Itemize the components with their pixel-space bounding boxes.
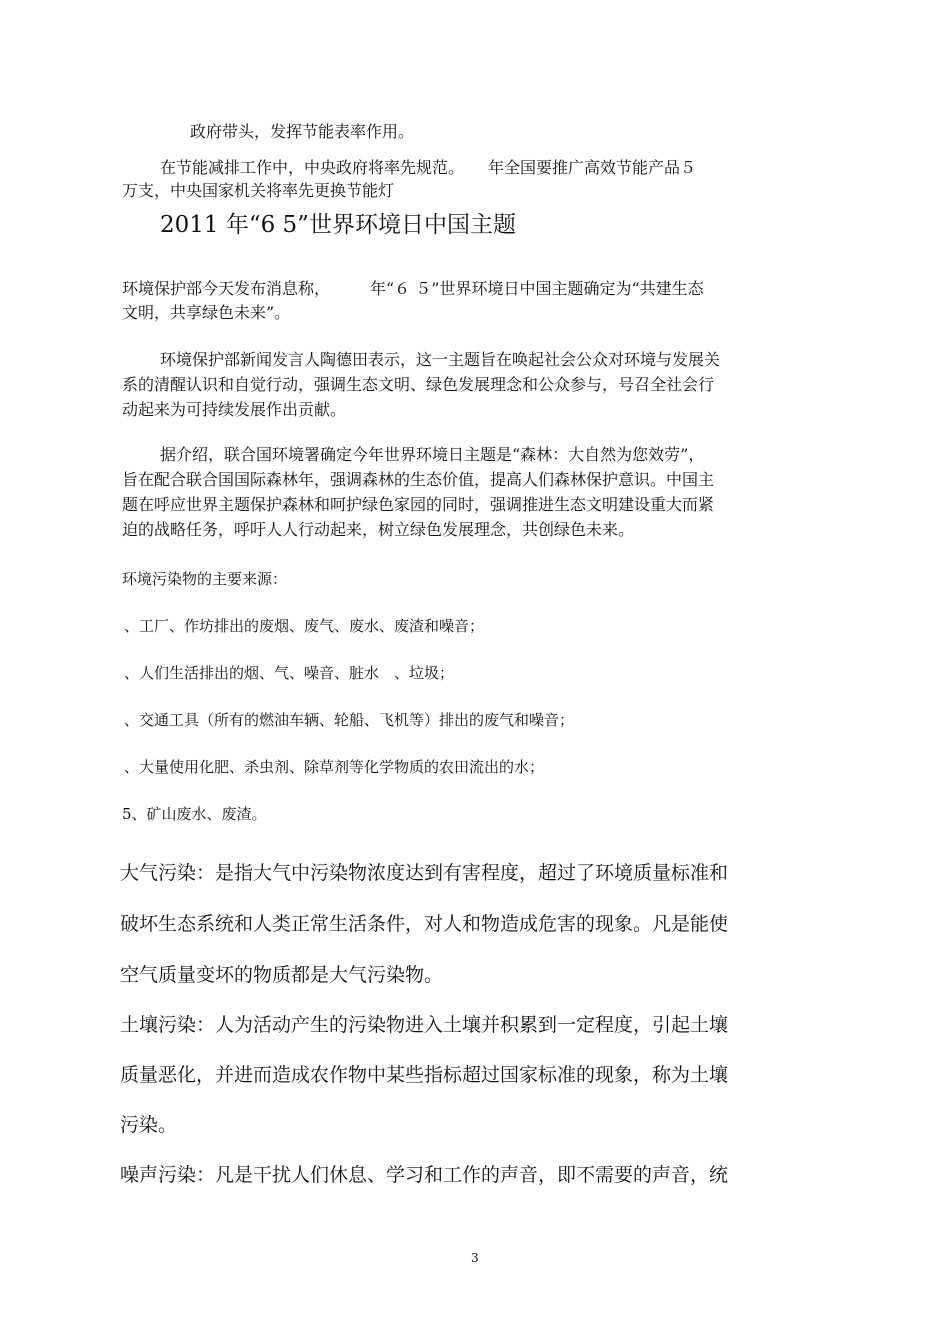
list-item: 、人们生活排出的烟、气、噪音、脏水 、垃圾； (124, 664, 455, 682)
para2-line-2: 系的清醒认识和自觉行动，强调生态文明、绿色发展理念和公众参与，号召全社会行 (122, 375, 715, 394)
intro-line-2: 在节能减排工作中，中央政府将率先规范。 年全国要推广高效节能产品５ (160, 158, 697, 177)
air-pollution-line-2: 破坏生态系统和人类正常生活条件，对人和物造成危害的现象。凡是能使 (120, 913, 729, 935)
soil-pollution-line-2: 质量恶化，并进而造成农作物中某些指标超过国家标准的现象，称为土壤 (120, 1064, 729, 1086)
list-item: 、大量使用化肥、杀虫剂、除草剂等化学物质的农田流出的水； (124, 758, 545, 776)
para3-line-4: 迫的战略任务，呼吁人人行动起来，树立绿色发展理念，共创绿色未来。 (122, 520, 635, 539)
air-pollution-line-1: 大气污染：是指大气中污染物浓度达到有害程度，超过了环境质量标准和 (120, 862, 729, 884)
para2-line-3: 动起来为可持续发展作出贡献。 (122, 400, 347, 419)
para3-line-1: 据介绍，联合国环境署确定今年世界环境日主题是“森林：大自然为您效劳”， (160, 445, 705, 464)
intro-line-3: 万支，中央国家机关将率先更换节能灯 (122, 181, 395, 200)
soil-pollution-line-3: 污染。 (120, 1114, 178, 1136)
intro-line-1: 政府带头，发挥节能表率作用。 (190, 122, 415, 141)
para2-line-1: 环境保护部新闻发言人陶德田表示，这一主题旨在唤起社会公众对环境与发展关 (160, 350, 721, 369)
noise-pollution-line-1: 噪声污染：凡是干扰人们休息、学习和工作的声音，即不需要的声音，统 (120, 1164, 729, 1186)
air-pollution-line-3: 空气质量变坏的物质都是大气污染物。 (120, 964, 444, 986)
soil-pollution-line-1: 土壤污染：人为活动产生的污染物进入土壤并积累到一定程度，引起土壤 (120, 1014, 729, 1036)
list-item: 、工厂、作坊排出的废烟、废气、废水、废渣和噪音； (124, 617, 485, 635)
page-number: 3 (471, 1251, 479, 1265)
list-item: 5、矿山废水、废渣。 (122, 805, 267, 823)
para3-line-3: 题在呼应世界主题保护森林和呵护绿色家园的同时，强调推进生态文明建设重大而紧 (122, 495, 715, 514)
para1-line-1: 环境保护部今天发布消息称， 年“６ ５”世界环境日中国主题确定为“共建生态 (122, 279, 704, 298)
sources-title: 环境污染物的主要来源： (122, 570, 288, 588)
para3-line-2: 旨在配合联合国国际森林年，强调森林的生态价值，提高人们森林保护意识。中国主 (122, 470, 715, 489)
section-heading: 2011 年“6 5”世界环境日中国主题 (160, 212, 516, 238)
para1-line-2: 文明，共享绿色未来”。 (122, 303, 291, 322)
list-item: 、交通工具（所有的燃油车辆、轮船、飞机等）排出的废气和噪音； (124, 711, 575, 729)
